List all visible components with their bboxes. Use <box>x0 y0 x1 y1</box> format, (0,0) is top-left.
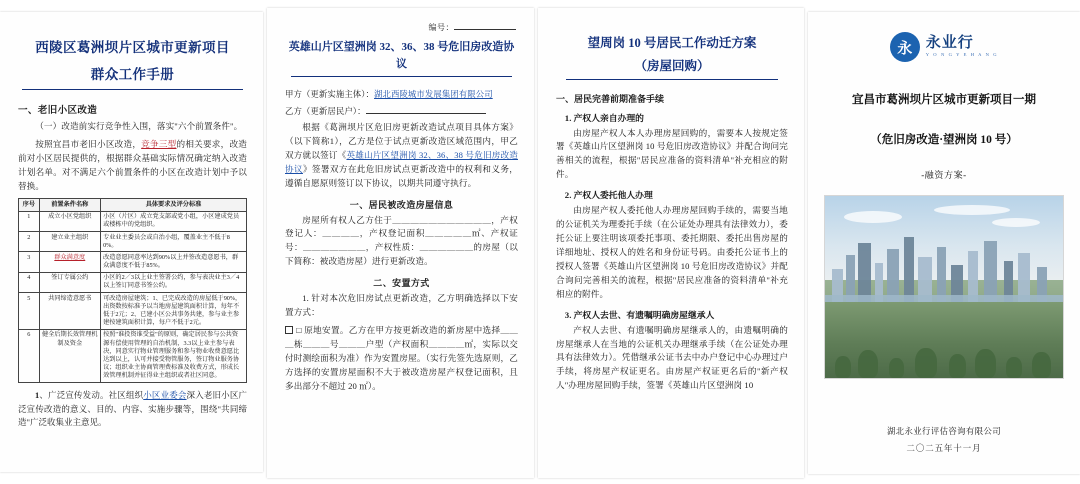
cell-no: 2 <box>19 232 40 252</box>
page2-intro-a: 根据《葛洲坝片区危旧房更新改造试点项目具体方案》（以下简称 <box>285 121 518 146</box>
page2-heading-1: 一、居民被改造房屋信息 <box>349 199 454 210</box>
page2-option-1 <box>285 324 518 394</box>
cover-date: 二〇二五年十一月 <box>906 444 982 454</box>
cell-name: 群众满意度 <box>39 252 101 272</box>
document-page-2 <box>267 8 534 478</box>
cover-title-line1: 宜昌市葛洲坝片区城市更新项目一期 <box>852 94 1036 106</box>
page1-footer-b: 深入老旧小区广泛宣传改造的意义、目的、内容、实施步骤等，围绕"共同缔造"广泛收集业主意见。 <box>18 390 247 428</box>
page3-title-divider <box>566 79 778 80</box>
page3-paragraph-2: 由房屋产权人委托他人办理房屋回购手续的，需要当地的公证机关为理委托手续（在公证处办理具有法律效力），委托公证上要注明该项委托事项、委托期限、委托出售房屋的详细地址、授权人的姓名和身份证号码。由委托公证书上的授权人签署《英雄山片区望洲岗 10 号危旧房改造协议》并配合询问完善相关的流程，根据"居民应准备的资料清单"补充相应的附件。 <box>556 205 788 299</box>
cell-desc: 小区（片区）成立党支部或党小组，小区建成党员或楼栋中的党组织。 <box>101 211 247 231</box>
table-header-no: 序号 <box>19 199 40 211</box>
page2-party-b-label: 乙方（更新居民户）： <box>285 106 366 116</box>
cell-name: 签订专属公约 <box>39 272 101 292</box>
page2-party-a <box>285 87 518 103</box>
page1-section-heading: 一、老旧小区改造 <box>18 104 98 116</box>
page2-title: 英雄山片区望洲岗 32、36、38 号危旧房改造协议 <box>288 41 515 70</box>
checkbox-icon[interactable] <box>285 326 293 334</box>
table-header-row <box>19 199 247 211</box>
cell-desc: 可改造房屋建筑；1、已完成改造的房屋低于90%，出资数按标准予以当地房屋建筑面积计算，每年不低于2元；2、已建小区公共事务共建，参与业主参建按建筑面积计算，每户不低于2元。 <box>101 293 247 330</box>
cover-title-line2: （危旧房改造·望洲岗 10 号） <box>870 134 1018 147</box>
document-page-4-cover <box>808 12 1080 474</box>
page2-paragraph-1: 房屋所有权人乙方住于＿＿＿＿＿＿＿＿＿＿＿，产权登记人：＿＿＿＿，产权登记面积＿＿＿＿＿㎡、产权证号：＿＿＿＿＿＿＿，产权性质：＿＿＿＿＿＿的房屋（以下简称：被改造房屋）进行更新改造。 <box>285 214 518 267</box>
page2-paragraph-2: 1. 针对本次危旧房试点更新改造，乙方明确选择以下安置方式： <box>285 293 518 318</box>
page3-heading-1-3: 3. 产权人去世、有遗嘱明确房屋继承人 <box>564 309 715 320</box>
page2-serial-blank <box>454 22 516 30</box>
cell-name: 健全后期长效管理机制及资金 <box>39 329 101 382</box>
cell-desc: 按照"谁投资谁受益"的原则，确定居民参与公共资源有偿使用管理的自治机制，3.3以上业主参与表决，同意实行物业管理服务和参与物业收费意愿比达到以上，认可并接受物管服务，签订物业服务协议；组织业主协商管理费标准及收费方式，形成长效管理机制并征得业主组织或者社区同意。 <box>101 329 247 382</box>
logo-company-name-en: Y O N G Y E H A N G <box>925 52 999 58</box>
logo-mark-icon: 永 <box>890 32 920 62</box>
page2-intro <box>285 121 518 191</box>
page2-title-divider <box>291 76 512 77</box>
page2-intro-c: 》签署双方在此危旧房试点更新改造中的权利和义务，遵循自愿原则签订以下协议，以期共同遵守执行。 <box>285 163 519 188</box>
page1-paragraph-2-underline: 竞争三型 <box>141 138 177 149</box>
page3-paragraph-1: 由房屋产权人本人办理房屋回购的，需要本人按规定签署《英雄山片区望洲岗 10 号危旧房改造协议》并配合询问完善相关的流程，根据"居民应准备的资料清单"补充相应的附件。 <box>556 127 788 180</box>
page3-heading-1-2: 2. 产权人委托他人办理 <box>564 190 653 201</box>
page2-serial-text: 编号： <box>428 23 454 32</box>
page1-paragraph-1: （一）改造前实行竞争性入围，落实"六个前置条件"。 <box>35 120 243 131</box>
cover-photo-cityscape <box>824 195 1064 379</box>
page1-paragraph-2 <box>18 138 247 194</box>
company-logo <box>824 32 1064 62</box>
cell-desc: 小区的2／3以上业主签署公约，参与表决业主3／4以上签订同意书签公约。 <box>101 272 247 292</box>
cell-no: 1 <box>19 211 40 231</box>
table-header-desc: 具体要求及评分标准 <box>101 199 247 211</box>
page1-title-line2: 群众工作手册 <box>90 66 175 82</box>
page2-party-a-value: 湖北西陵城市发展集团有限公司 <box>374 90 493 99</box>
table-row <box>19 329 247 382</box>
page2-party-a-label: 甲方（更新实施主体）： <box>285 90 375 99</box>
page1-footer-number: 1 <box>35 390 40 401</box>
cover-footer <box>824 423 1064 464</box>
table-row <box>19 211 247 231</box>
cell-no: 4 <box>19 272 40 292</box>
page2-option-1-text: □ 原地安置。乙方在甲方按更新改造的新房屋中选择＿＿＿栋＿＿＿号＿＿＿户型（产权面积＿＿＿＿㎡，实际以交付时测绘面积为准）作为安置房屋。（实行先签先选原则，乙方选择的安置房屋面积不大于被改造房屋产权登记面积，且多出部分不超过 20 ㎡）。 <box>285 325 518 391</box>
cell-name: 共同缔造意愿书 <box>39 293 101 330</box>
page2-party-b-blank <box>366 106 486 114</box>
cell-name: 成立小区党组织 <box>39 211 101 231</box>
table-row <box>19 272 247 292</box>
table-row <box>19 232 247 252</box>
page3-paragraph-3: 产权人去世、有遗嘱明确房屋继承人的，由遗嘱明确的房屋继承人在当地的公证机关办理继承手续（在公证处办理具有法律效力）。凭借继承公证书去中办户登记中心办理过户手续，将房屋产权证更名。由房屋产权证更名后的"新产权人"办理房屋回购手续，签署《英雄山片区望洲岗 10 <box>556 324 788 391</box>
cover-company: 湖北永业行评估咨询有限公司 <box>886 426 1002 436</box>
cell-desc: 专业业主委员会或自治小组，覆盖业主不低于80%。 <box>101 232 247 252</box>
cell-no: 6 <box>19 329 40 382</box>
page2-party-b <box>285 104 518 120</box>
page1-footer-link: 小区业委会 <box>143 390 187 401</box>
page2-serial-label <box>285 22 516 33</box>
page1-paragraph-2a: 按照宜昌市老旧小区改造， <box>35 138 142 149</box>
document-page-3 <box>538 8 804 478</box>
cell-desc: 改造意愿同意率达到90%以上并签改造意愿书，群众满意度不低于85%。 <box>101 252 247 272</box>
cell-no: 3 <box>19 252 40 272</box>
table-row <box>19 252 247 272</box>
page3-title-line1: 望周岗 10 号居民工作动迁方案 <box>587 36 757 50</box>
logo-company-name-cn: 永业行 <box>925 34 974 51</box>
page1-paragraph-2b: 的相关要求，改造前对小区居民提供的，根据群众基础实际情况确定纳入改造计划名单。对不满足六个前置条件的小区在改造计划中予以替换。 <box>18 138 247 191</box>
document-page-1 <box>0 12 263 472</box>
page3-heading-1-1: 1. 产权人亲自办理的 <box>564 112 644 123</box>
page2-intro-b: 1），乙方是位于试点更新改造区域范围内，甲乙双方就以签订《 <box>285 135 518 160</box>
photo-greenery <box>825 302 1063 378</box>
page3-title-line2: （房屋回购） <box>634 58 710 73</box>
cell-name: 建立业主组织 <box>39 232 101 252</box>
table-row <box>19 293 247 330</box>
page3-heading-1: 一、居民完善前期准备手续 <box>556 93 665 104</box>
page1-footer-paragraph <box>18 389 247 430</box>
page1-conditions-table <box>18 198 247 383</box>
page2-heading-2: 二、安置方式 <box>373 278 430 289</box>
page2-intro-link: 英雄山片区望洲岗 32、36、38 号危旧房改造协议 <box>285 149 518 174</box>
cover-subtitle: -融资方案- <box>921 170 967 181</box>
page1-title-line1: 西陵区葛洲坝片区城市更新项目 <box>35 40 230 55</box>
table-header-name: 前置条件名称 <box>39 199 101 211</box>
page1-title-divider <box>22 89 243 90</box>
page1-footer-a: 、广泛宣传发动。社区组织 <box>39 390 144 401</box>
cell-no: 5 <box>19 293 40 330</box>
